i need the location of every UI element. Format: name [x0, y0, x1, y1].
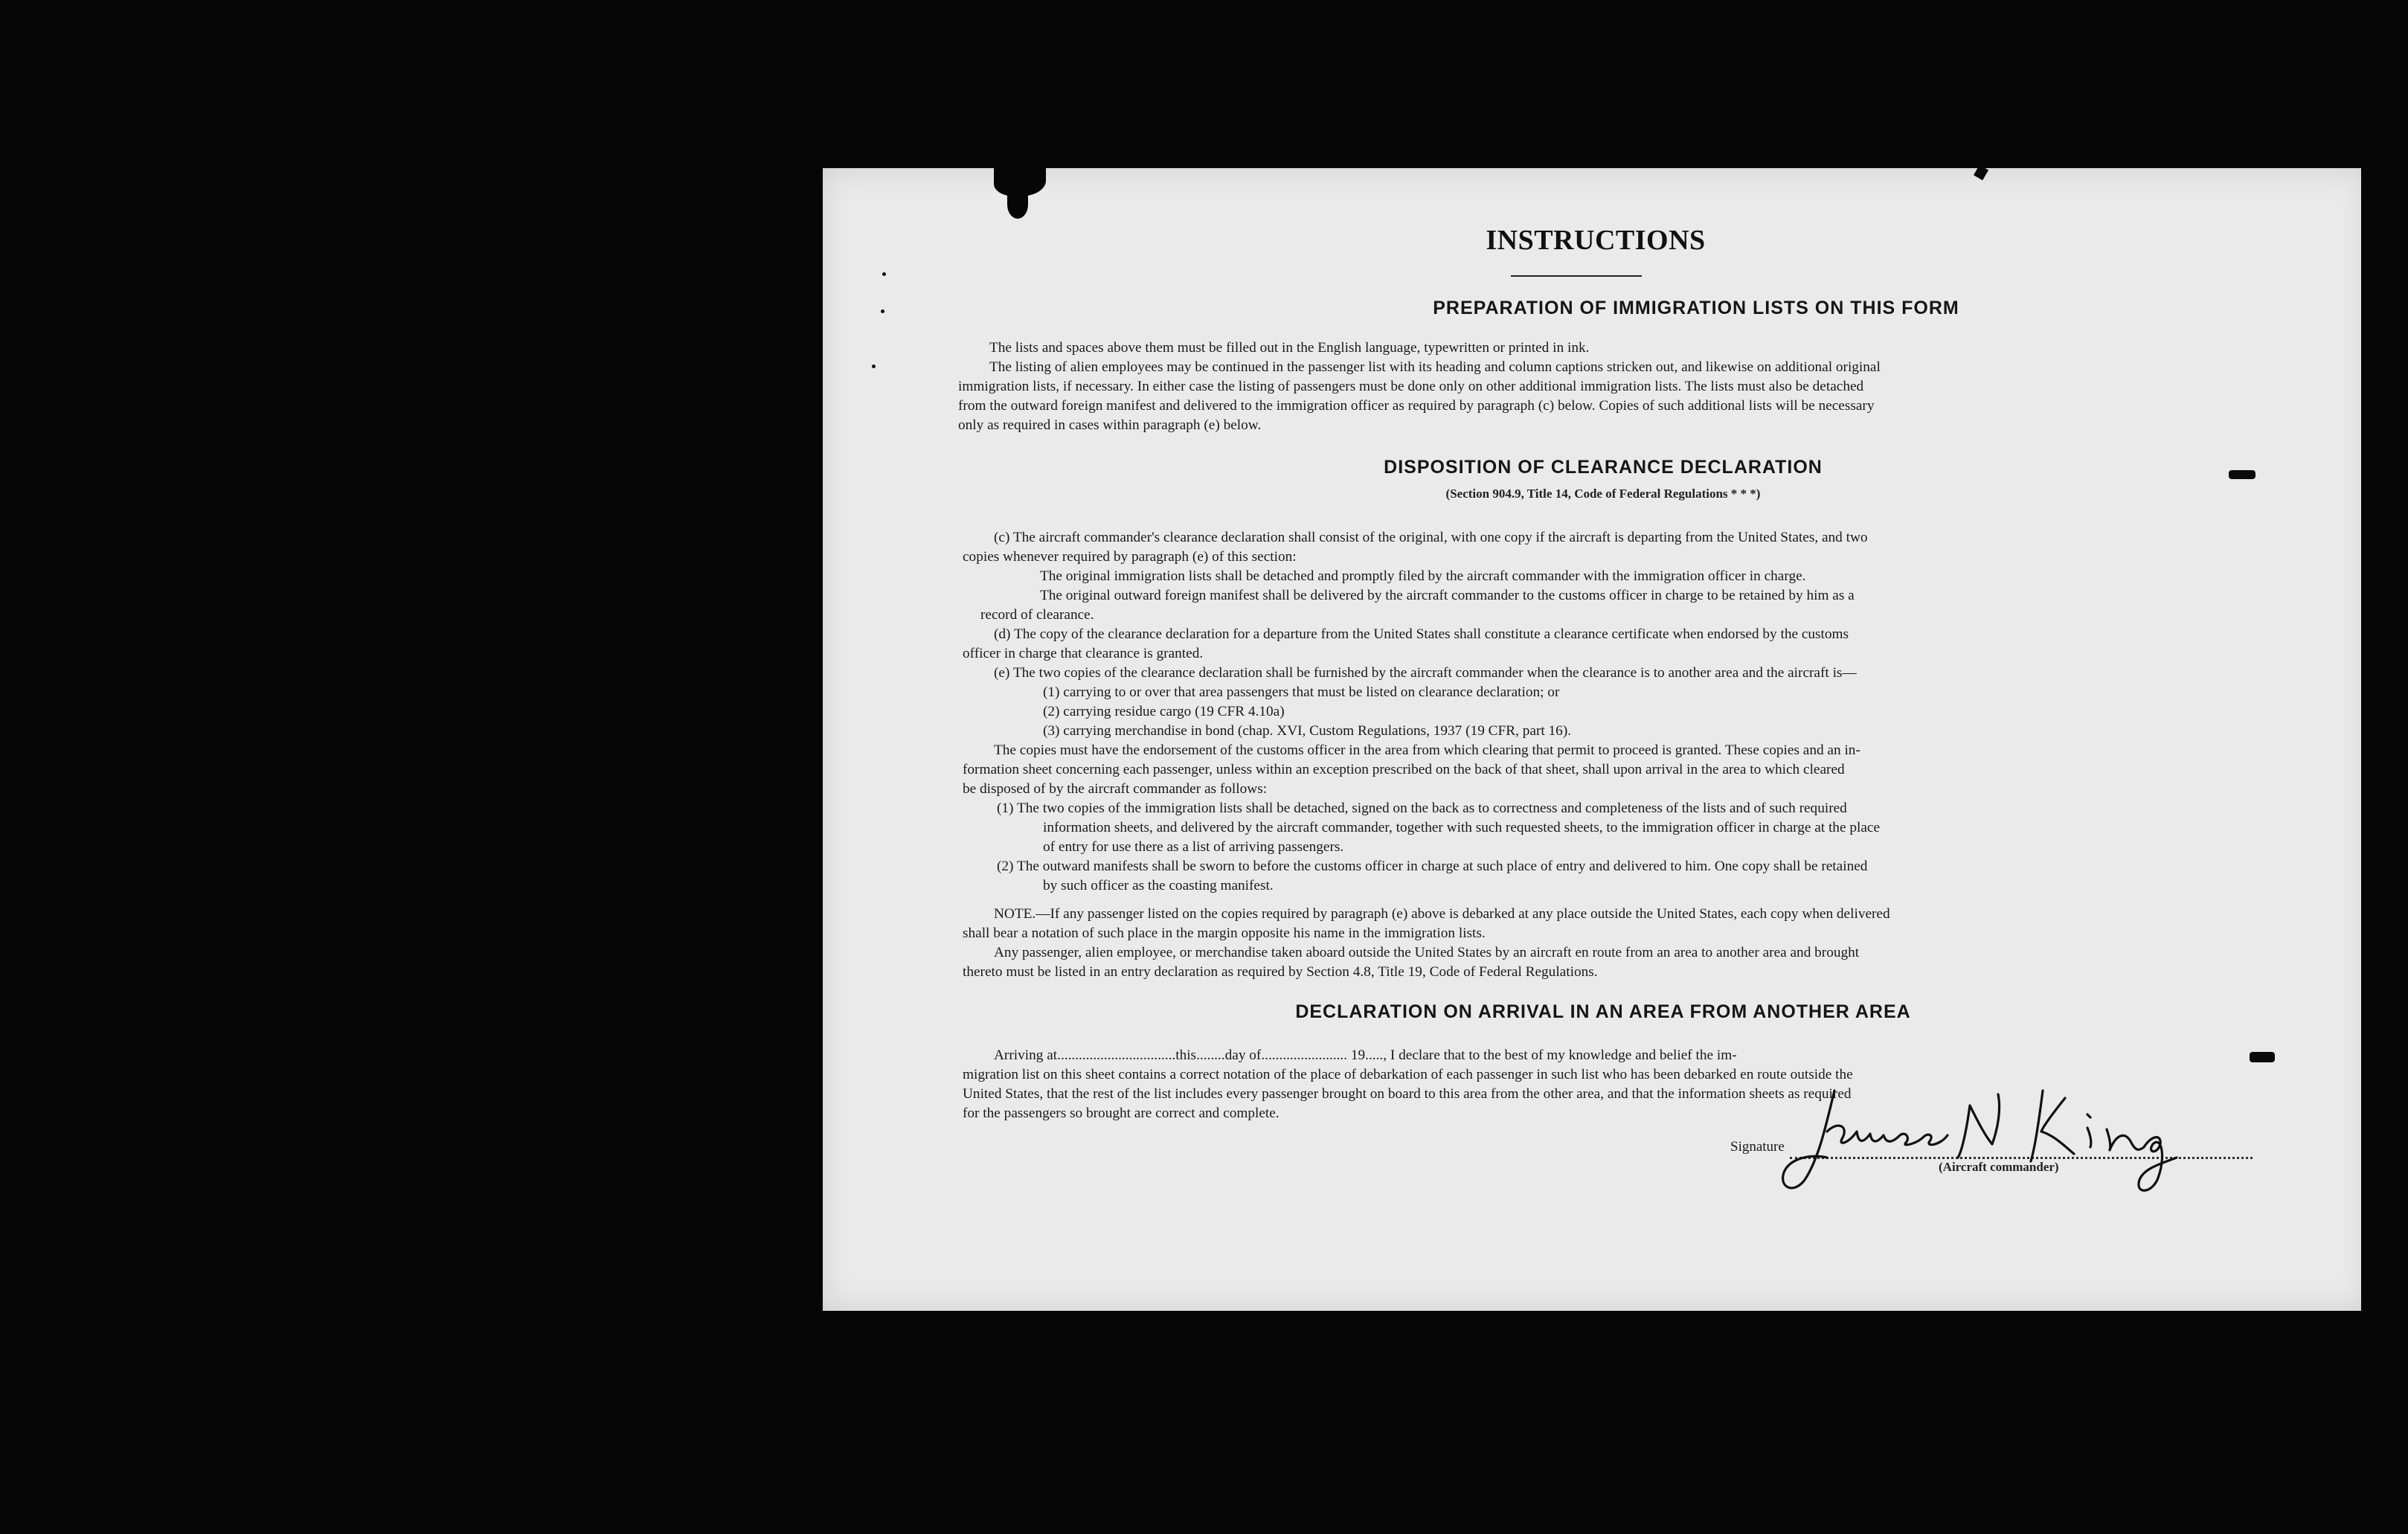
paragraph-line: shall bear a notation of such place in the margin opposite his name in the immigration lists. — [963, 925, 1486, 941]
paragraph-line: (3) carrying merchandise in bond (chap. XVI, Custom Regulations, 1937 (19 CFR, part 16). — [1043, 723, 1572, 739]
paragraph-line: formation sheet concerning each passenger, unless within an exception prescribed on the back of that sheet, shall upon arrival in the area to which cleared — [963, 762, 1845, 777]
page-title: INSTRUCTIONS — [1486, 225, 1706, 256]
paragraph-line: thereto must be listed in an entry declaration as required by Section 4.8, Title 19, Code of Federal Regulations. — [963, 964, 1598, 980]
paragraph-line: by such officer as the coasting manifest. — [1043, 878, 1274, 893]
paragraph-line: of entry for use there as a list of arriving passengers. — [1043, 839, 1344, 855]
paragraph-line: immigration lists, if necessary. In either case the listing of passengers must be done only on other additional immigration lists. The lists must also be detached — [958, 379, 1864, 394]
speck — [881, 309, 884, 313]
signature-label: Signature — [1730, 1139, 1785, 1155]
section-heading: DECLARATION ON ARRIVAL IN AN AREA FROM ANOTHER AREA — [1295, 1001, 1911, 1022]
paragraph-line: record of clearance. — [980, 607, 1094, 623]
paragraph-line: for the passengers so brought are correct and complete. — [963, 1105, 1280, 1121]
paragraph-line: United States, that the rest of the list includes every passenger brought on board to this area from the other area, and that the information sheets as required — [963, 1086, 1852, 1102]
paragraph-line: only as required in cases within paragraph (e) below. — [958, 417, 1262, 433]
document-page — [823, 168, 2369, 1311]
handwritten-signature — [1775, 1076, 2266, 1202]
paragraph-line: The lists and spaces above them must be filled out in the English language, typewritten or printed in ink. — [989, 340, 1590, 356]
paragraph-line: (d) The copy of the clearance declaration for a departure from the United States shall constitute a clearance certificate when endorsed by the customs — [994, 626, 1849, 642]
speck — [882, 272, 886, 276]
paragraph-line: information sheets, and delivered by the aircraft commander, together with such requested sheets, to the immigration officer in charge at the place — [1043, 820, 1880, 835]
speck — [872, 365, 876, 368]
section-heading: PREPARATION OF IMMIGRATION LISTS ON THIS FORM — [1433, 298, 1959, 318]
paragraph-line: The original immigration lists shall be detached and promptly filed by the aircraft commander with the immigration officer in charge. — [1040, 568, 1806, 584]
torn-edge — [2361, 168, 2370, 1311]
paragraph-line: (2) carrying residue cargo (19 CFR 4.10a) — [1043, 704, 1285, 719]
paragraph-line: Any passenger, alien employee, or merchandise taken aboard outside the United States by an aircraft en route from an area to another area and brought — [994, 945, 1860, 960]
paragraph-line: The copies must have the endorsement of the customs officer in the area from which clearing that permit to proceed is granted. These copies and an in- — [994, 742, 1860, 758]
section-heading: DISPOSITION OF CLEARANCE DECLARATION — [1384, 457, 1823, 478]
paragraph-line: NOTE.—If any passenger listed on the copies required by paragraph (e) above is debarked at any place outside the United States, each copy when delivered — [994, 906, 1890, 922]
ink-mark — [1974, 165, 1988, 181]
paragraph-line: (1) carrying to or over that area passengers that must be listed on clearance declaration; or — [1043, 684, 1560, 700]
paragraph-line: (2) The outward manifests shall be sworn to before the customs officer in charge at such place of entry and delivered to him. One copy shall be retained — [997, 859, 1868, 874]
paragraph-line: copies whenever required by paragraph (e) of this section: — [963, 549, 1297, 565]
regulation-citation: (Section 904.9, Title 14, Code of Federal Regulations * * *) — [1445, 487, 1761, 501]
torn-edge — [1007, 190, 1028, 219]
paragraph-line: from the outward foreign manifest and delivered to the immigration officer as required by paragraph (c) below. Copies of such additional lists will be necessary — [958, 398, 1875, 414]
signature-role: (Aircraft commander) — [1939, 1160, 2059, 1174]
paragraph-line: be disposed of by the aircraft commander as follows: — [963, 781, 1268, 797]
paragraph-line: (1) The two copies of the immigration lists shall be detached, signed on the back as to correctness and completeness of the lists and of such required — [997, 800, 1847, 816]
paragraph-line: The original outward foreign manifest shall be delivered by the aircraft commander to the customs officer in charge to be retained by him as a — [1040, 588, 1855, 603]
paragraph-line: officer in charge that clearance is granted. — [963, 646, 1204, 661]
paragraph-line: The listing of alien employees may be continued in the passenger list with its heading and column captions stricken out, and likewise on additional original — [989, 359, 1881, 375]
paragraph-line: Arriving at.................................this........day of........................ 19....., I declare that to the best of my knowledge and belief the im- — [994, 1047, 1737, 1063]
paragraph-line: (e) The two copies of the clearance declaration shall be furnished by the aircraft commander when the clearance is to another area and the aircraft is— — [994, 665, 1857, 681]
paragraph-line: (c) The aircraft commander's clearance declaration shall consist of the original, with one copy if the aircraft is departing from the United States, and two — [994, 530, 1868, 545]
title-divider — [1511, 275, 1642, 277]
paragraph-line: migration list on this sheet contains a correct notation of the place of debarkation of each passenger in such list who has been debarked en route outside the — [963, 1067, 1853, 1082]
ink-mark — [2250, 1052, 2275, 1062]
